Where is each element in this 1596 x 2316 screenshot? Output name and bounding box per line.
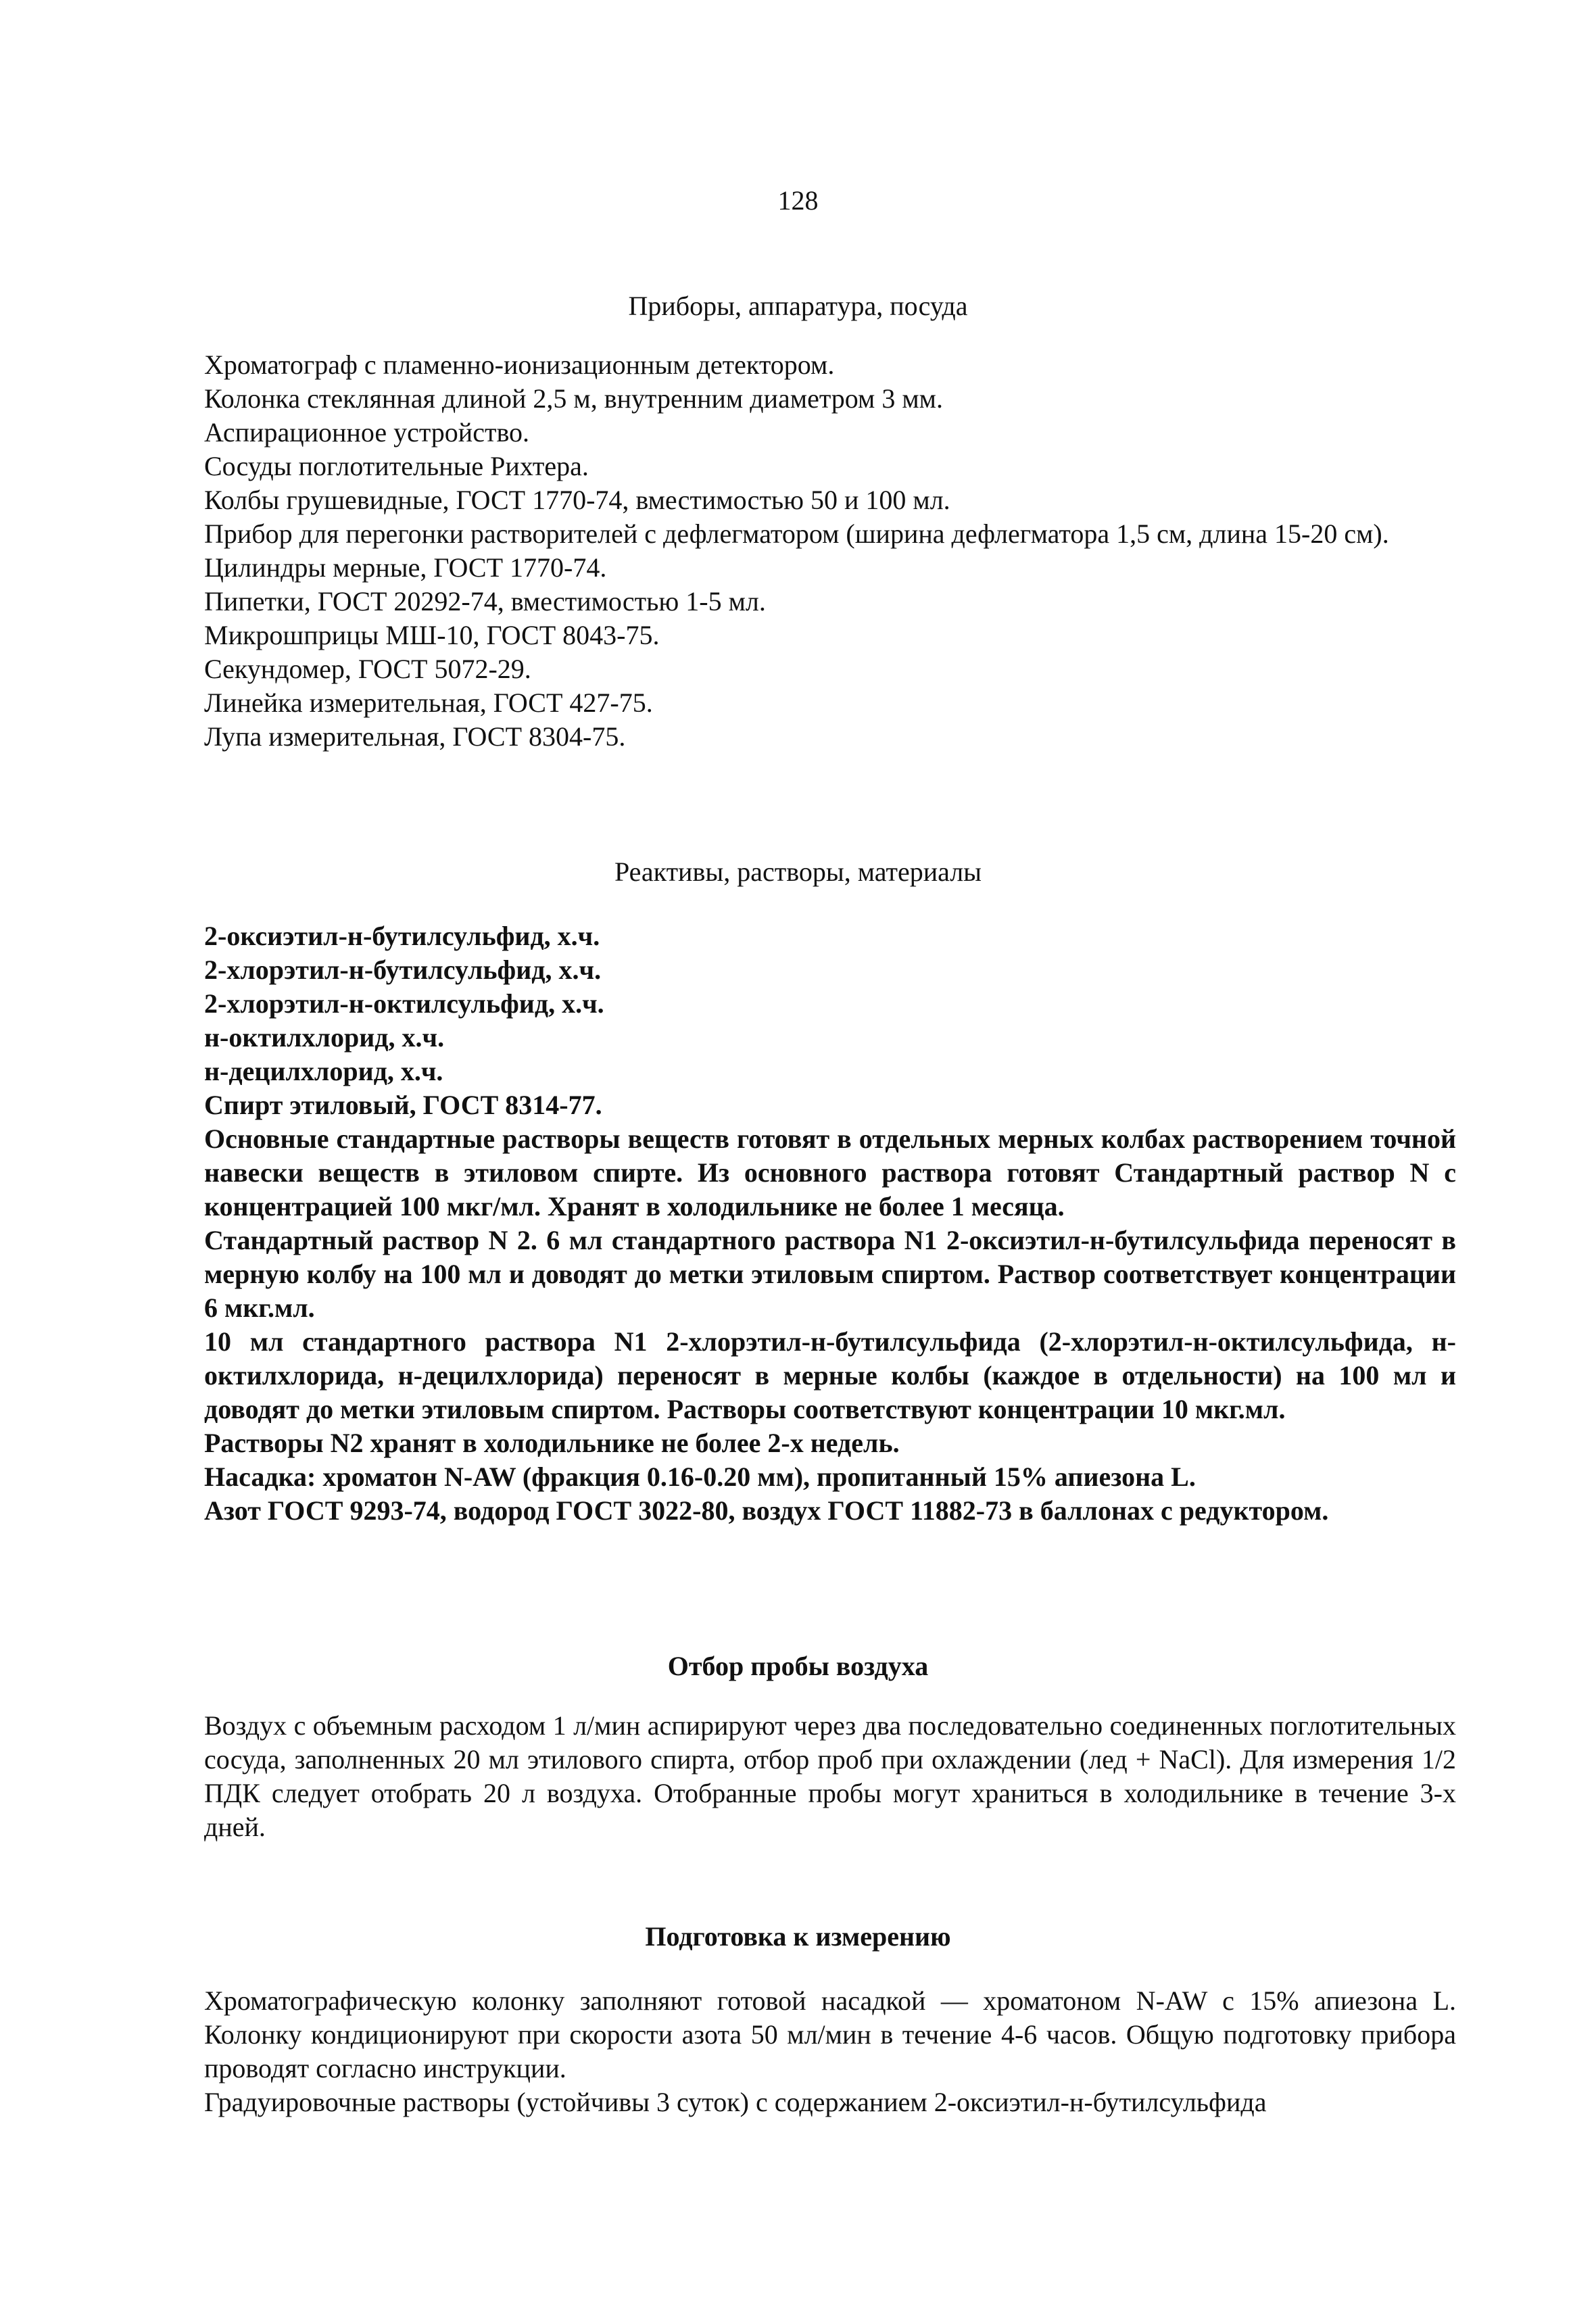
equipment-item: Колбы грушевидные, ГОСТ 1770-74, вместимостью 50 и 100 мл.	[204, 485, 950, 515]
paragraph: Стандартный раствор N 2. 6 мл стандартного раствора N1 2-оксиэтил-н-бутилсульфида переносят в мерную колбу на 100 мл и доводят до метки этиловым спиртом. Раствор соответствует концентрации 6 мкг.мл.	[204, 1225, 1456, 1323]
reagent-item: Спирт этиловый, ГОСТ 8314-77.	[204, 1090, 602, 1120]
reagent-item: 2-оксиэтил-н-бутилсульфид, х.ч.	[204, 921, 600, 951]
page-number: 128	[777, 185, 819, 216]
reagent-item: н-децилхлорид, х.ч.	[204, 1056, 443, 1086]
equipment-item: Линейка измерительная, ГОСТ 427-75.	[204, 687, 653, 718]
equipment-item: Хроматограф с пламенно-ионизационным детектором.	[204, 349, 835, 380]
equipment-item: Сосуды поглотительные Рихтера.	[204, 451, 589, 481]
reagent-item: 2-хлорэтил-н-бутилсульфид, х.ч.	[204, 955, 602, 985]
equipment-item: Прибор для перегонки растворителей с дефлегматором (ширина дефлегматора 1,5 см, длина 15-20 см).	[204, 518, 1389, 549]
paragraph: Насадка: хроматон N-AW (фракция 0.16-0.20 мм), пропитанный 15% апиезона L.	[204, 1462, 1196, 1492]
equipment-item: Аспирационное устройство.	[204, 417, 530, 448]
paragraph: 10 мл стандартного раствора N1 2-хлорэтил-н-бутилсульфида (2-хлорэтил-н-октилсульфида, н-октилхлорида, н-децилхлорида) переносят в мерные колбы (каждое в отдельности) на 100 мл и доводят до метки этиловым спиртом. Растворы соответствуют концентрации 10 мкг.мл.	[204, 1326, 1456, 1424]
equipment-list	[204, 348, 1456, 754]
paragraph: Хроматографическую колонку заполняют готовой насадкой — хроматоном N-AW с 15% апиезона L. Колонку кондиционируют при скорости азота 50 мл/мин в течение 4-6 часов. Общую подготовку прибора проводят согласно инструкции.	[204, 1985, 1456, 2083]
equipment-item: Колонка стеклянная длиной 2,5 м, внутренним диаметром 3 мм.	[204, 383, 943, 414]
heading-equipment: Приборы, аппаратура, посуда	[628, 291, 968, 321]
reagent-item: н-октилхлорид, х.ч.	[204, 1022, 445, 1053]
equipment-item: Микрошприцы МШ-10, ГОСТ 8043-75.	[204, 620, 660, 650]
heading-preparation: Подготовка к измерению	[645, 1921, 951, 1952]
equipment-item: Секундомер, ГОСТ 5072-29.	[204, 654, 531, 684]
reagent-item: 2-хлорэтил-н-октилсульфид, х.ч.	[204, 988, 604, 1019]
reagents-text	[204, 1122, 1456, 1528]
paragraph: Основные стандартные растворы веществ готовят в отдельных мерных колбах растворением точной навески веществ в этиловом спирте. Из основного раствора готовят Стандартный раствор N с концентрацией 100 мкг/мл. Хранят в холодильнике не более 1 месяца.	[204, 1124, 1456, 1222]
equipment-item: Пипетки, ГОСТ 20292-74, вместимостью 1-5 мл.	[204, 586, 766, 617]
air-sampling-text	[204, 1709, 1456, 1844]
equipment-item: Цилиндры мерные, ГОСТ 1770-74.	[204, 552, 607, 583]
heading-reagents: Реактивы, растворы, материалы	[614, 857, 982, 887]
heading-air-sampling: Отбор пробы воздуха	[667, 1651, 929, 1681]
paragraph: Растворы N2 хранят в холодильнике не более 2-х недель.	[204, 1428, 900, 1458]
paragraph: Воздух с объемным расходом 1 л/мин аспирируют через два последовательно соединенных поглотительных сосуда, заполненных 20 мл этилового спирта, отбор проб при охлаждении (лед + NaCl). Для измерения 1/2 ПДК следует отобрать 20 л воздуха. Отобранные пробы могут храниться в холодильнике в течение 3-х дней.	[204, 1710, 1456, 1842]
paragraph: Градуировочные растворы (устойчивы 3 суток) с содержанием 2-оксиэтил-н-бутилсульфида	[204, 2087, 1267, 2117]
paragraph: Азот ГОСТ 9293-74, водород ГОСТ 3022-80, воздух ГОСТ 11882-73 в баллонах с редуктором.	[204, 1495, 1329, 1526]
reagents-list	[204, 919, 1456, 1122]
equipment-item: Лупа измерительная, ГОСТ 8304-75.	[204, 721, 626, 752]
preparation-text	[204, 1984, 1456, 2119]
